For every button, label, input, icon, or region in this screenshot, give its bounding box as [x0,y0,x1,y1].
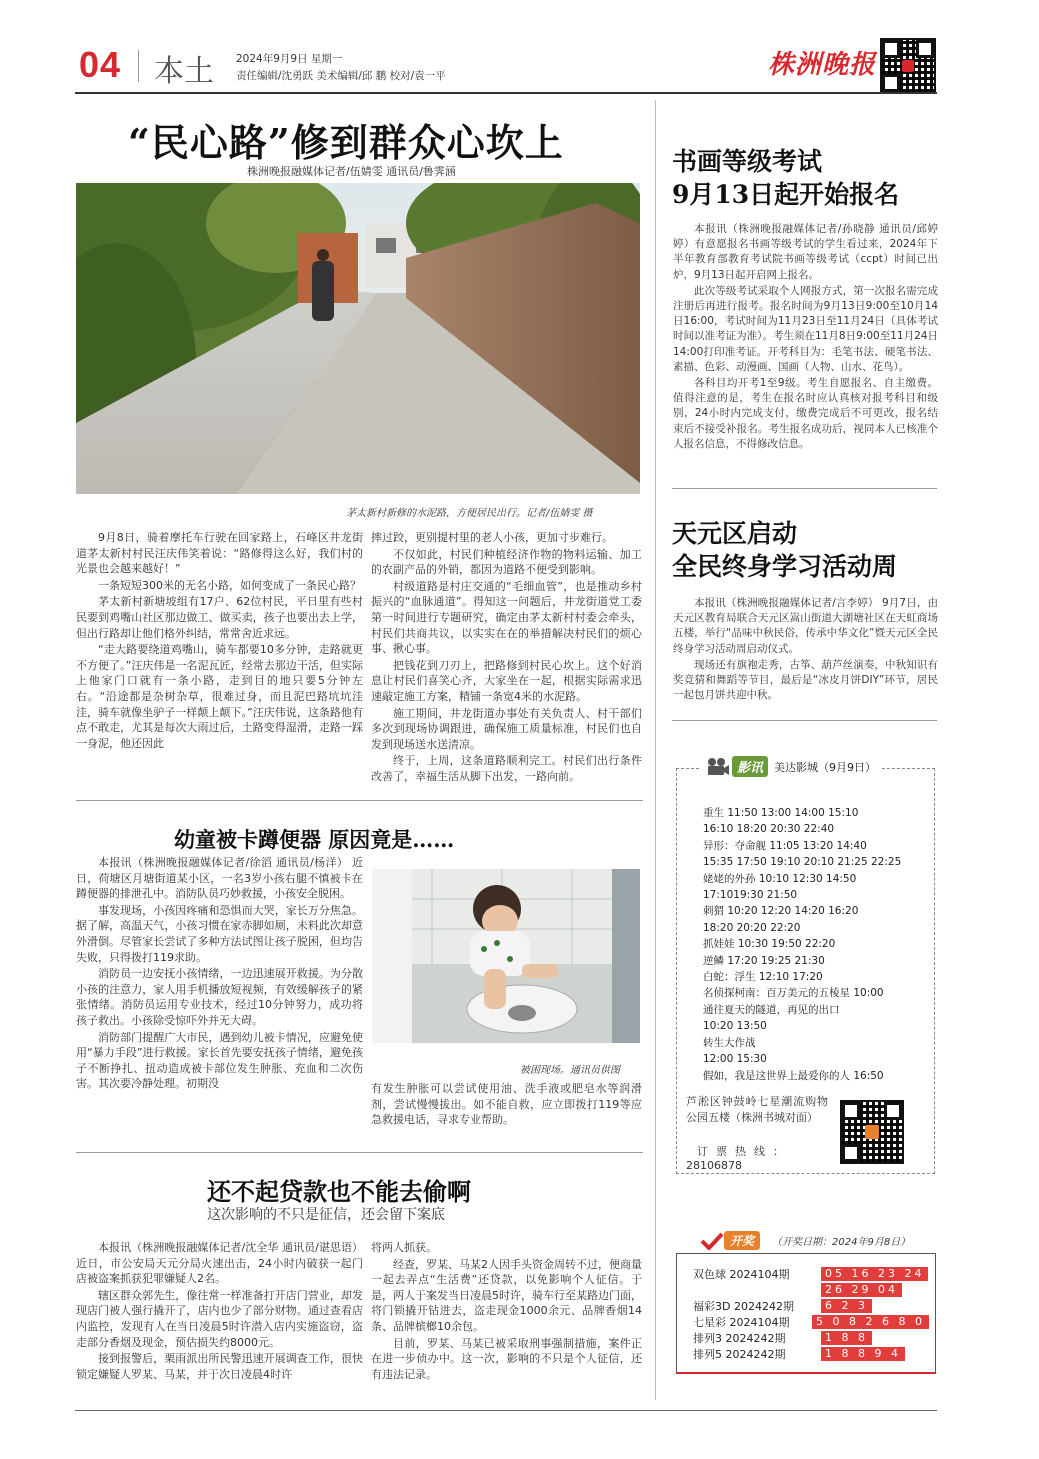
cinema-schedule [703,805,929,1084]
lottery-numbers: 1 8 8 [821,1331,872,1345]
lottery-numbers: 5 0 8 2 6 8 0 [812,1315,929,1329]
article2-paragraph: 此次等级考试采取个人网报方式，第一次报名需完成注册后再进行报考。报名时间为9月13日9:00至10月14日16:00，考试时间为11月23日至11月24日（具体考试时间以准考证为准）。考生须在11月8日9:00至11月24日14:00打印准考证。开考科目为：毛笔书法、硬笔书法、素描、色彩、动漫画、国画（人物、山水、花鸟）。 [673,284,938,373]
article2-title-line1: 书画等级考试 [672,147,823,176]
article2-paragraph: 各科目均开考1至9级。考生自愿报名、自主缴费。值得注意的是，考生在报名时应认真核对报考科目和级别，24小时内完成支付，缴费完成后不可更改，报名结束后不接受补报名。考生报名成功后，视同本人已核准个人报名信息，不得修改信息。 [673,377,938,450]
showtime-row: 抓娃娃 10:30 19:50 22:20 [703,938,836,951]
lottery-numbers: 26 29 04 [821,1283,902,1297]
showtime-row: 15:35 17:50 19:10 20:10 21:25 22:25 [703,856,902,869]
lottery-row [693,1266,929,1282]
article2-body [673,222,938,453]
newspaper-logo: 株洲晚报 [768,50,877,80]
article5-paragraph: 辖区群众郭先生，像往常一样准备打开店门营业，却发现店门被人强行撬开了，店内也少了部分财物。通过查看店内监控，发现有人在当日凌晨5时许潜入店内实施盗窃，盗走部分香烟及现金，预估损失约8000元。 [76,1288,363,1349]
lottery-date: （开奖日期：2024年9月8日） [772,1237,911,1248]
article5-paragraph: 目前，罗某、马某已被采取刑事强制措施，案件正在进一步侦办中。这一次，影响的不只是个人征信，还有违法记录。 [371,1336,642,1381]
article4-photo-caption: 被困现场。通讯员供图 [520,1065,620,1076]
film-camera-icon [706,757,730,777]
showtime-row: 18:20 20:20 22:20 [703,921,801,934]
article2-paragraph: 本报讯（株洲晚报融媒体记者/孙晓静 通讯员/邱婷婷）有意愿报名书画等级考试的学生看过来，2024年下半年教育部教育考试院书画等级考试（ccpt）时间已出炉，9月13日起开启网上报名。 [673,223,938,281]
cinema-hotline-label: 订票热线： [697,1145,792,1158]
article4-column-2 [371,1081,642,1129]
article3-title-line2: 全民终身学习活动周 [672,552,898,581]
article1-paragraph: “走大路要绕道鸡嘴山，骑车都要10多分钟，走路就更不方便了。”汪庆伟是一名泥瓦匠，经常去那边干活，但实际上他家门口就有一条小路，走到目的地只要5分钟左右。“沿途都是杂树杂草，很难过身，而且泥巴路坑坑洼洼，骑车就像坐驴子一样颠上颠下。”汪庆伟说，这条路他有点不敢走，尤其是每次大雨过后，土路变得湿滑，走路一踩一身泥，他还因此 [76,643,363,750]
cinema-name: 美达影城（9月9日） [774,760,877,774]
showtime-row: 名侦探柯南：百万美元的五棱星 10:00 [703,987,884,1000]
lottery-numbers: 6 2 3 [821,1299,872,1313]
section-divider [672,488,937,489]
cinema-qr-code [840,1100,904,1164]
showtime-row: 白蛇：浮生 12:10 17:20 [703,971,823,984]
section-divider [672,720,937,721]
article4-photo [372,869,640,1043]
article5-paragraph: 本报讯（株洲晚报融媒体记者/沈全华 通讯员/谌思语） 近日，市公安局天元分局火速出击，24小时内破获一起门店被盗案抓获犯罪嫌疑人2名。 [76,1241,363,1286]
showtime-row: 异形：夺命舰 11:05 13:20 14:40 [703,839,867,852]
showtime-row: 重生 11:50 13:00 14:00 15:10 [703,807,859,819]
header-divider [138,50,139,82]
lottery-results [693,1266,929,1362]
showtime-row: 姥姥的外孙 10:10 12:30 14:50 [703,872,857,885]
article1-paragraph: 9月8日，骑着摩托车行驶在回家路上，石峰区井龙街道茅太新村村民汪庆伟笑着说：“路修得这么好，我们村的光景也会越来越好！” [76,531,363,576]
article1-column-1 [76,530,363,752]
article4-paragraph: 有发生肿胀可以尝试使用油、洗手液或肥皂水等润滑剂，尝试慢慢拔出。如不能自救，应立即拨打119等应急救援电话，寻求专业帮助。 [371,1082,642,1127]
article1-paragraph: 村级道路是村庄交通的“毛细血管”，也是推动乡村振兴的“血脉通道”。得知这一问题后，井龙街道党工委第一时间进行专题研究，确定由茅太新村村委会牵头，村民们共商共议，以实实在在的举措解决村民们的烦心事、揪心事。 [371,579,642,656]
lottery-label: 双色球 2024104期 [693,1268,790,1281]
article4-column-1 [76,855,363,1093]
lottery-label: 福彩3D 2024242期 [693,1300,794,1313]
article5-paragraph: 将两人抓获。 [371,1241,437,1254]
article1-paragraph: 把钱花到刀刃上，把路修到村民心坎上。这个好消息让村民们喜笑心齐，大家坐在一起，根据实际需求迅速敲定施工方案，精铺一条宽4米的水泥路。 [371,658,642,703]
cinema-tag: 影讯 [732,756,768,777]
header-rule [75,92,937,94]
cinema-address: 芦淞区钟鼓岭七星潮流购物公园五楼（株洲书城对面） [686,1095,828,1124]
lottery-numbers: 1 8 8 9 4 [821,1347,905,1361]
article1-photo [76,183,640,494]
section-divider [76,800,643,801]
article1-paragraph: 终于，上周，这条道路顺利完工。村民们出行条件改善了，幸福生活从脚下出发，一路向前。 [371,754,642,783]
article1-paragraph: 不仅如此，村民们种植经济作物的物料运输、加工的农副产品的外销，都因为道路不便受到影响。 [371,547,642,577]
article2-title-line2: 9月13日起开始报名 [672,180,900,209]
lottery-row [693,1298,929,1314]
article1-paragraph: 茅太新村新塘坡组有17户、62位村民，平日里有些村民要到鸡嘴山社区那边做工、做买卖，孩子也要出去上学，但出行路却让他们格外纠结，常常舍近求远。 [76,595,363,640]
article5-paragraph: 经查，罗某、马某2人因手头资金周转不过，便商量一起去弄点“生活费”还贷款，以免影响个人征信。于是，两人于案发当日凌晨5时许，骑车行至某路边门面，将门锁撬开钻进去，盗走现金1000余元、品牌香烟14条、品牌槟榔10余包。 [371,1257,642,1333]
article4-paragraph: 事发现场，小孩因疼痛和恐惧而大哭，家长万分焦急。据了解，高温天气，小孩习惯在家赤脚如厕，未料此次却意外滑倒。尽管家长尝试了多种方法试图让孩子脱困，但均告失败，只得拨打119求助。 [76,903,363,964]
lottery-header [700,1231,910,1250]
article3-paragraph: 现场还有旗袍走秀，古筝、葫芦丝演奏，中秋知识有奖竞猜和舞蹈等节目，最后是“冰皮月饼DIY”环节，居民一起包月饼共迎中秋。 [673,658,938,702]
lottery-numbers: 05 16 23 24 [821,1267,928,1281]
article3-body [673,596,938,704]
article4-paragraph: 消防员一边安抚小孩情绪，一边迅速展开救援。为分散小孩的注意力，家人用手机播放短视频，有效缓解孩子的紧张情绪。消防员运用专业技术，经过10分钟努力，成功将孩子救出。小孩除受惊吓外并无大碍。 [76,967,363,1027]
showtime-row: 17:1019:30 21:50 [703,889,798,902]
page-number: 04 [79,44,122,85]
article5-paragraph: 接到报警后，栗雨派出所民警迅速开展调查工作，很快锁定嫌疑人罗某、马某，并于次日凌晨4时许 [76,1352,363,1381]
showtime-row: 逆鳞 17:20 19:25 21:30 [703,954,825,967]
issue-date: 2024年9月9日 星期一 [236,53,343,65]
showtime-row: 10:20 13:50 [703,1020,767,1033]
article5-column-1 [76,1240,363,1383]
section-divider [76,1152,643,1153]
showtime-row: 转生大作战 [703,1036,756,1049]
article1-paragraph: 施工期间，井龙街道办事处有关负责人、村干部们多次到现场协调跟进，确保施工质量标准，村民们也自发到现场送水送清凉。 [371,706,642,751]
article1-column-2 [371,530,642,786]
article1-byline: 株洲晚报融媒体记者/伍婧雯 通讯员/鲁霁涵 [247,165,456,178]
lottery-label: 排列5 2024242期 [693,1348,786,1361]
lottery-row [693,1314,929,1330]
showtime-row: 通往夏天的隧道，再见的出口 [703,1003,840,1016]
showtime-row: 12:00 15:30 [703,1053,767,1066]
showtime-row: 刺猬 10:20 12:20 14:20 16:20 [703,905,859,918]
article4-title: 幼童被卡蹲便器 原因竟是…… [174,827,455,852]
article4-paragraph: 消防部门提醒广大市民，遇到幼儿被卡情况，应避免使用“暴力手段”进行救援。家长首先要安抚孩子情绪，避免孩子不断挣扎、扭动造成被卡部位发生肿胀、充血和二次伤害。其次要冷静处理。初期没 [76,1030,363,1091]
column-divider [655,100,656,1400]
section-name: 本土 [154,54,214,89]
article5-title: 还不起贷款也不能去偷啊 [207,1177,471,1206]
article5-subtitle: 这次影响的不只是征信，还会留下案底 [207,1207,445,1223]
lottery-label: 排列3 2024242期 [693,1332,786,1345]
article1-photo-caption: 茅太新村新修的水泥路，方便居民出行。记者/伍婧雯 摄 [346,508,593,519]
checkmark-icon [700,1232,724,1250]
article3-paragraph: 本报讯（株洲晚报融媒体记者/言李婷） 9月7日，由天元区教育局联合天元区嵩山街道大湖塘社区在天虹商场五楼，举行“品味中秋民俗，传承中华文化”暨天元区全民终身学习活动周启动仪式。 [673,597,938,655]
showtime-row: 假如，我是这世界上最爱你的人 16:50 [703,1069,884,1082]
article3-title-line1: 天元区启动 [672,519,798,548]
cinema-hotline: 28106878 [686,1159,742,1172]
lottery-tag: 开奖 [724,1231,760,1250]
lottery-row [693,1330,929,1346]
header-qr-code [880,38,936,94]
article1-paragraph: 一条短短300米的无名小路，如何变成了一条民心路？ [98,578,361,592]
cinema-header [700,756,882,777]
article1-title: “民心路”修到群众心坎上 [128,120,564,165]
showtime-row: 16:10 18:20 20:30 22:40 [703,823,835,836]
lottery-label: 七星彩 2024104期 [693,1316,790,1329]
editors-line: 责任编辑/沈勇跃 美术编辑/邱 鹏 校对/袁一平 [236,70,446,82]
qr-logo-icon [865,1125,879,1139]
article5-column-2 [371,1240,642,1383]
article1-paragraph: 摔过跤，更别提村里的老人小孩，更加寸步难行。 [371,531,613,544]
article4-paragraph: 本报讯（株洲晚报融媒体记者/徐滔 通讯员/杨洋） 近日，荷塘区月塘街道某小区，一名3岁小孩右腿不慎被卡在蹲便器的排泄孔中。消防队员巧妙救援，小孩安全脱困。 [76,856,363,901]
footer-rule [75,1410,937,1411]
lottery-row [693,1346,929,1362]
qr-logo-icon [902,60,914,72]
lottery-row [693,1282,929,1298]
